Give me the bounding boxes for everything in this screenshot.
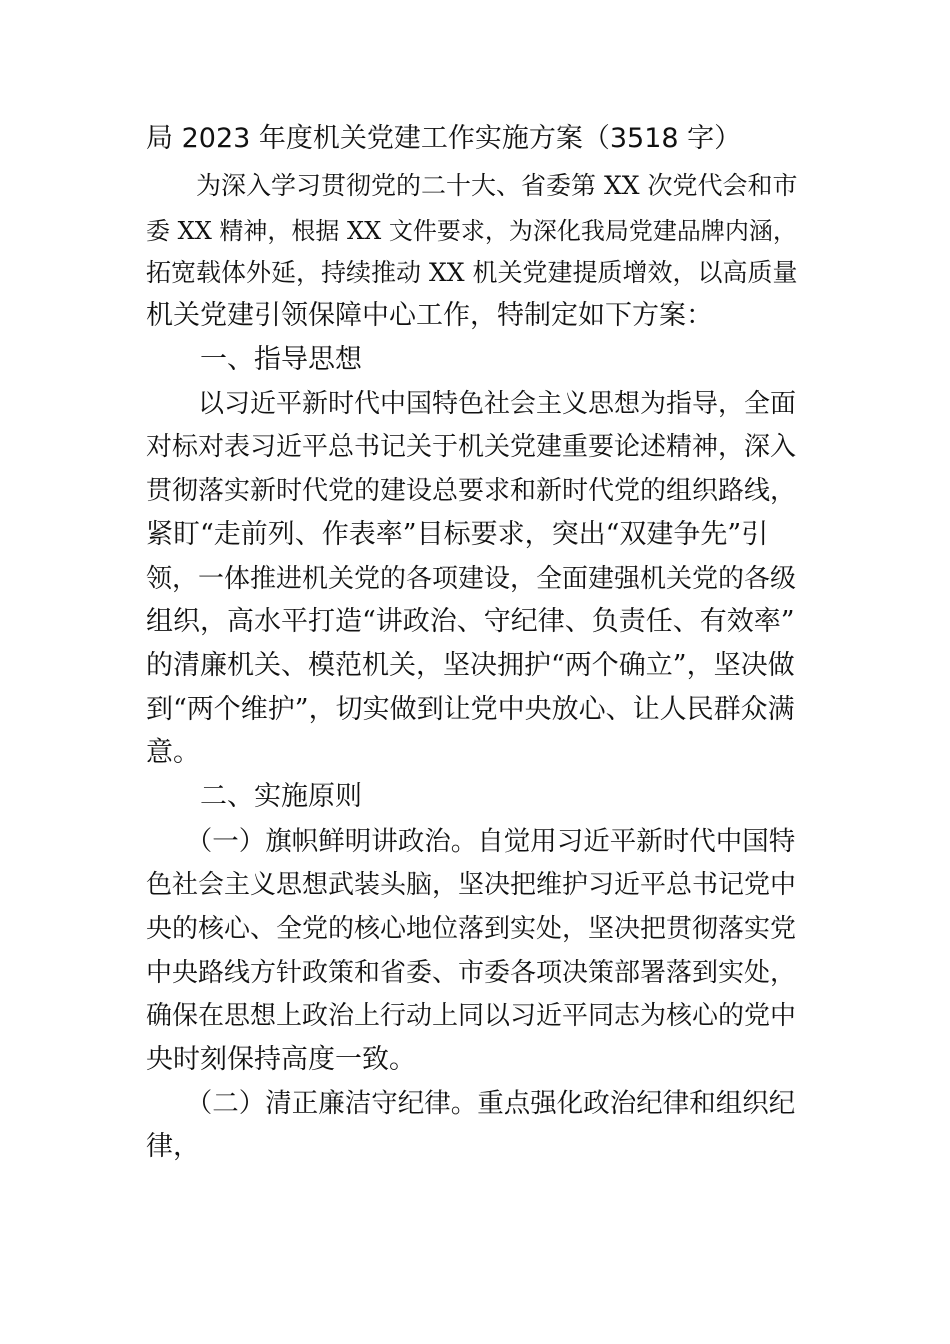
- body-paragraph-line: 对标对表习近平总书记关于机关党建重要论述精神，深入: [146, 432, 797, 462]
- body-paragraph-line: 中央路线方针政策和省委、市委各项决策部署落到实处，: [146, 958, 797, 988]
- body-paragraph-line: 紧盯“走前列、作表率”目标要求，突出“双建争先”引: [146, 519, 769, 550]
- intro-paragraph-line: 委 XX 精神，根据 XX 文件要求，为深化我局党建品牌内涵，: [146, 217, 797, 245]
- intro-paragraph-line: 拓宽载体外延，持续推动 XX 机关党建提质增效，以高质量: [146, 258, 798, 287]
- document-title: 局 2023 年度机关党建工作实施方案（3518 字）: [146, 123, 742, 154]
- body-paragraph-line: 色社会主义思想武装头脑，坚决把维护习近平总书记党中: [146, 870, 797, 900]
- body-paragraph-line: 律，: [146, 1131, 200, 1162]
- intro-paragraph-line: 机关党建引领保障中心工作，特制定如下方案：: [146, 300, 713, 331]
- body-paragraph-line: 央时刻保持高度一致。: [146, 1044, 416, 1075]
- body-paragraph-line: 确保在思想上政治上行动上同以习近平同志为核心的党中: [146, 1001, 797, 1031]
- body-paragraph-line: 意。: [146, 737, 200, 768]
- body-paragraph-line: （二）清正廉洁守纪律。重点强化政治纪律和组织纪: [146, 1088, 796, 1119]
- body-paragraph-line: 组织，高水平打造“讲政治、守纪律、负责任、有效率”: [146, 606, 795, 637]
- body-paragraph-line: 央的核心、全党的核心地位落到实处，坚决把贯彻落实党: [146, 914, 797, 944]
- section-heading-principles: 二、实施原则: [146, 781, 362, 812]
- body-paragraph-line: 领，一体推进机关党的各项建设，全面建强机关党的各级: [146, 564, 797, 594]
- section-heading-guiding-thought: 一、指导思想: [146, 344, 362, 375]
- intro-paragraph-line: 为深入学习贯彻党的二十大、省委第 XX 次党代会和市: [146, 171, 798, 200]
- body-paragraph-line: 的清廉机关、模范机关，坚决拥护“两个确立”，坚决做: [146, 650, 795, 681]
- body-paragraph-line: 贯彻落实新时代党的建设总要求和新时代党的组织路线，: [146, 476, 797, 506]
- body-paragraph-line: （一）旗帜鲜明讲政治。自觉用习近平新时代中国特: [146, 826, 796, 857]
- body-paragraph-line: 到“两个维护”，切实做到让党中央放心、让人民群众满: [146, 694, 795, 725]
- body-paragraph-line: 以习近平新时代中国特色社会主义思想为指导，全面: [146, 389, 797, 419]
